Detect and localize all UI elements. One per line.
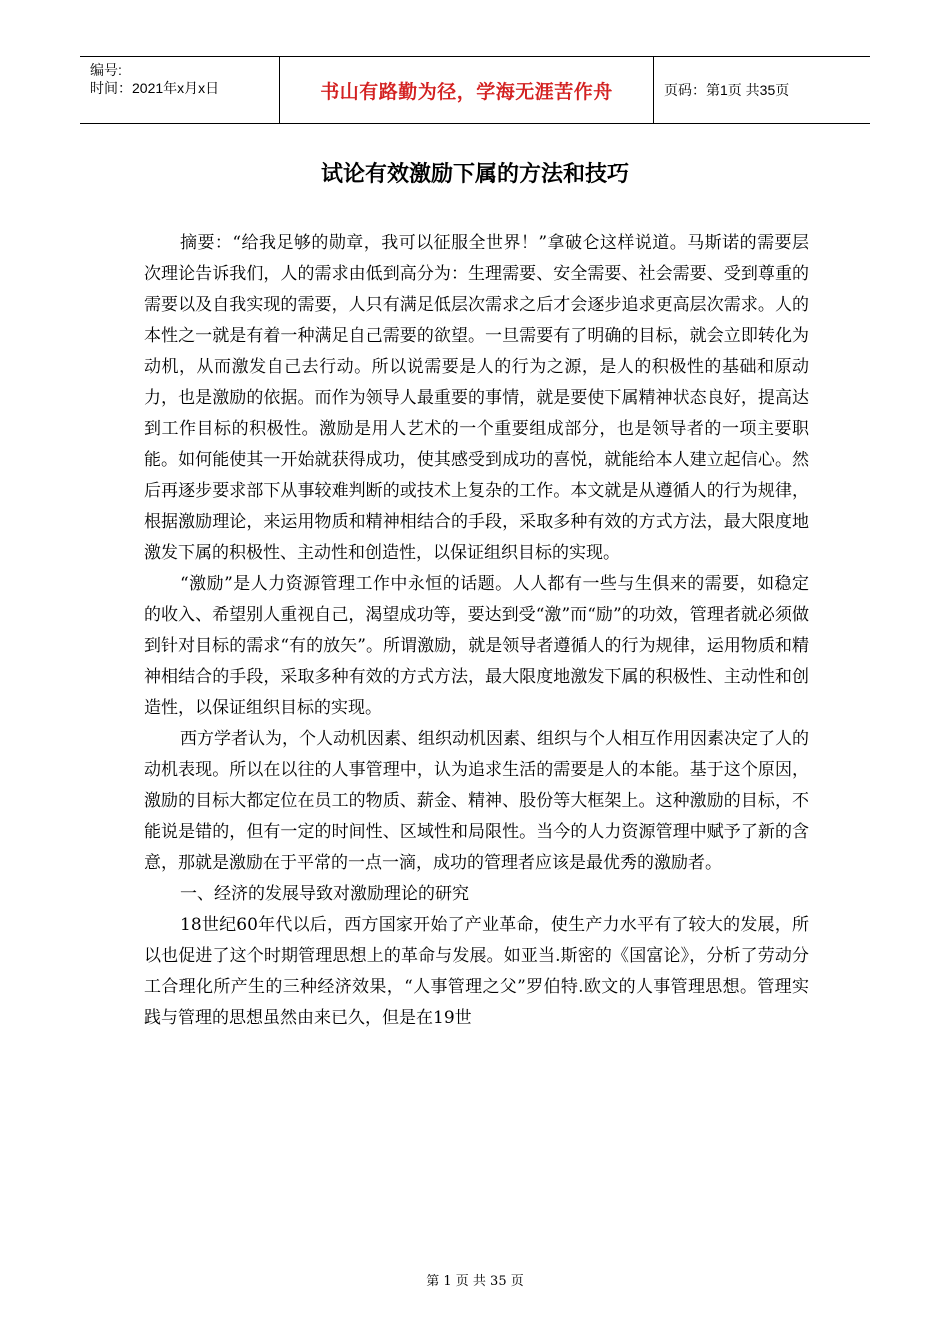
paragraph-abstract: 摘要：“给我足够的勋章，我可以征服全世界！”拿破仑这样说道。马斯诺的需要层次理论告诉我们，人的需求由低到高分为：生理需要、安全需要、社会需要、受到尊重的需要以及自我实现的需要，人只有满足低层次需求之后才会逐步追求更高层次需求。人的本性之一就是有着一种满足自己需要的欲望。一旦需要有了明确的目标，就会立即转化为动机，从而激发自己去行动。所以说需要是人的行为之源，是人的积极性的基础和原动力，也是激励的依据。而作为领导人最重要的事情，就是要使下属精神状态良好，提高达到工作目标的积极性。激励是用人艺术的一个重要组成部分，也是领导者的一项主要职能。如何能使其一开始就获得成功，使其感受到成功的喜悦，就能给本人建立起信心。然后再逐步要求部下从事较难判断的或技术上复杂的工作。本文就是从遵循人的行为规律，根据激励理论，来运用物质和精神相结合的手段，采取多种有效的方式方法，最大限度地激发下属的积极性、主动性和创造性，以保证组织目标的实现。 [144,233,809,563]
paragraph: 18世纪60年代以后，西方国家开始了产业革命，使生产力水平有了较大的发展，所以也促进了这个时期管理思想上的革命与发展。如亚当.斯密的《国富论》，分析了劳动分工合理化所产生的三种经济效果，“人事管理之父”罗伯特.欧文的人事管理思想。管理实践与管理的思想虽然由来已久，但是在19世 [144,915,809,1028]
document-time-label: 时间：2021年x月x日 [90,80,220,96]
paragraph: 西方学者认为，个人动机因素、组织动机因素、组织与个人相互作用因素决定了人的动机表现。所以在以往的人事管理中，认为追求生活的需要是人的本能。基于这个原因，激励的目标大都定位在员工的物质、薪金、精神、股份等大框架上。这种激励的目标，不能说是错的，但有一定的时间性、区域性和局限性。当今的人力资源管理中赋予了新的含意，那就是激励在于平常的一点一滴，成功的管理者应该是最优秀的激励者。 [144,729,809,873]
document-number-label: 编号: [90,62,122,78]
section-heading: 一、经济的发展导致对激励理论的研究 [180,884,469,904]
document-title: 试论有效激励下属的方法和技巧 [320,162,629,187]
paragraph: “激励”是人力资源管理工作中永恒的话题。人人都有一些与生俱来的需要，如稳定的收入、希望别人重视自己，渴望成功等，要达到受“激”而“励”的功效，管理者就必须做到针对目标的需求“有的放矢”。所谓激励，就是领导者遵循人的行为规律，运用物质和精神相结合的手段，采取多种有效的方式方法，最大限度地激发下属的积极性、主动性和创造性，以保证组织目标的实现。 [144,574,809,718]
page-header [80,56,870,124]
header-left-cell [80,57,280,123]
document-body [144,228,809,1034]
header-page-info: 页码：第1页 共35页 [664,82,790,98]
page-footer: 第 1 页 共 35 页 [426,1274,524,1289]
header-motto: 书山有路勤为径，学海无涯苦作舟 [280,57,654,123]
